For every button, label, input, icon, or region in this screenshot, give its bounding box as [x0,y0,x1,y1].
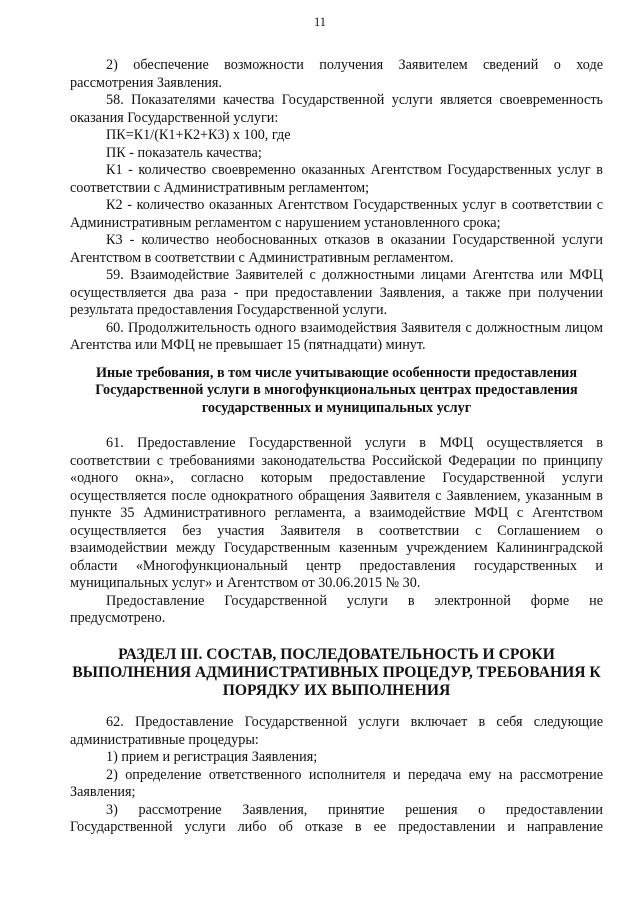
paragraph-58: 58. Показателями качества Государственной услуги является своевременность оказания Государственной услуги: [70,92,603,126]
formula-line: ПК=К1/(К1+К2+К3) х 100, где [106,127,291,143]
section-heading-other-requirements: Иные требования, в том числе учитывающие особенности предоставления Государственной услуги в многофункциональных центрах предоставления государственных и муниципальных услуг [95,364,578,416]
paragraph-electronic-form: Предоставление Государственной услуги в электронной форме не предусмотрено. [70,592,603,626]
definition-k3: К3 - количество необоснованных отказов в оказании Государственной услуги Агентством в соответствии с Административным регламентом. [70,232,603,266]
procedure-item-3: 3) рассмотрение Заявления, принятие решения о предоставлении Государственной услуги либо об отказе в ее предоставлении и направление [70,801,603,836]
page-number: 11 [313,15,327,29]
paragraph-60: 60. Продолжительность одного взаимодействия Заявителя с должностным лицом Агентства или МФЦ не превышает 15 (пятнадцати) минут. [70,319,603,353]
procedure-item-2: 2) определение ответственного исполнителя и передача ему на рассмотрение Заявления; [70,766,603,801]
paragraph-61: 61. Предоставление Государственной услуги в МФЦ осуществляется в соответствии с требованиями законодательства Российской Федерации по принципу «одного окна», согласно которым предоставление Государственной услуги осуществляется после однократного обращения Заявителя с Заявлением, указанным в пункте 35 Административного регламента, а взаимодействие МФЦ с Агентством осуществляется без участия Заявителя в соответствии с Соглашением о взаимодействии между Государственным казенным учреждением Калининградской области «Многофункциональный центр предоставления государственных и муниципальных услуг» и Агентством от 30.06.2015 № 30. [70,435,603,591]
paragraph-item-2: 2) обеспечение возможности получения Заявителем сведений о ходе рассмотрения Заявления. [70,57,603,91]
definition-k2: К2 - количество оказанных Агентством Государственных услуг в соответствии с Административным регламентом с нарушением установленного срока; [70,197,603,231]
definition-k1: К1 - количество своевременно оказанных Агентством Государственных услуг в соответствии с Административным регламентом; [70,162,603,196]
page-body [70,57,603,854]
paragraph-62: 62. Предоставление Государственной услуги включает в себя следующие административные процедуры: [70,714,603,748]
definition-pk: ПК - показатель качества; [106,144,262,161]
procedure-item-1: 1) прием и регистрация Заявления; [106,749,318,766]
paragraph-59: 59. Взаимодействие Заявителей с должностными лицами Агентства или МФЦ осуществляется два раза - при предоставлении Заявления, а также при получении результата предоставления Государственной услуги. [70,267,603,318]
section-heading-part-3: РАЗДЕЛ III. СОСТАВ, ПОСЛЕДОВАТЕЛЬНОСТЬ И СРОКИ ВЫПОЛНЕНИЯ АДМИНИСТРАТИВНЫХ ПРОЦЕДУР, ТРЕБОВАНИЯ К ПОРЯДКУ ИХ ВЫПОЛНЕНИЯ [72,645,601,700]
